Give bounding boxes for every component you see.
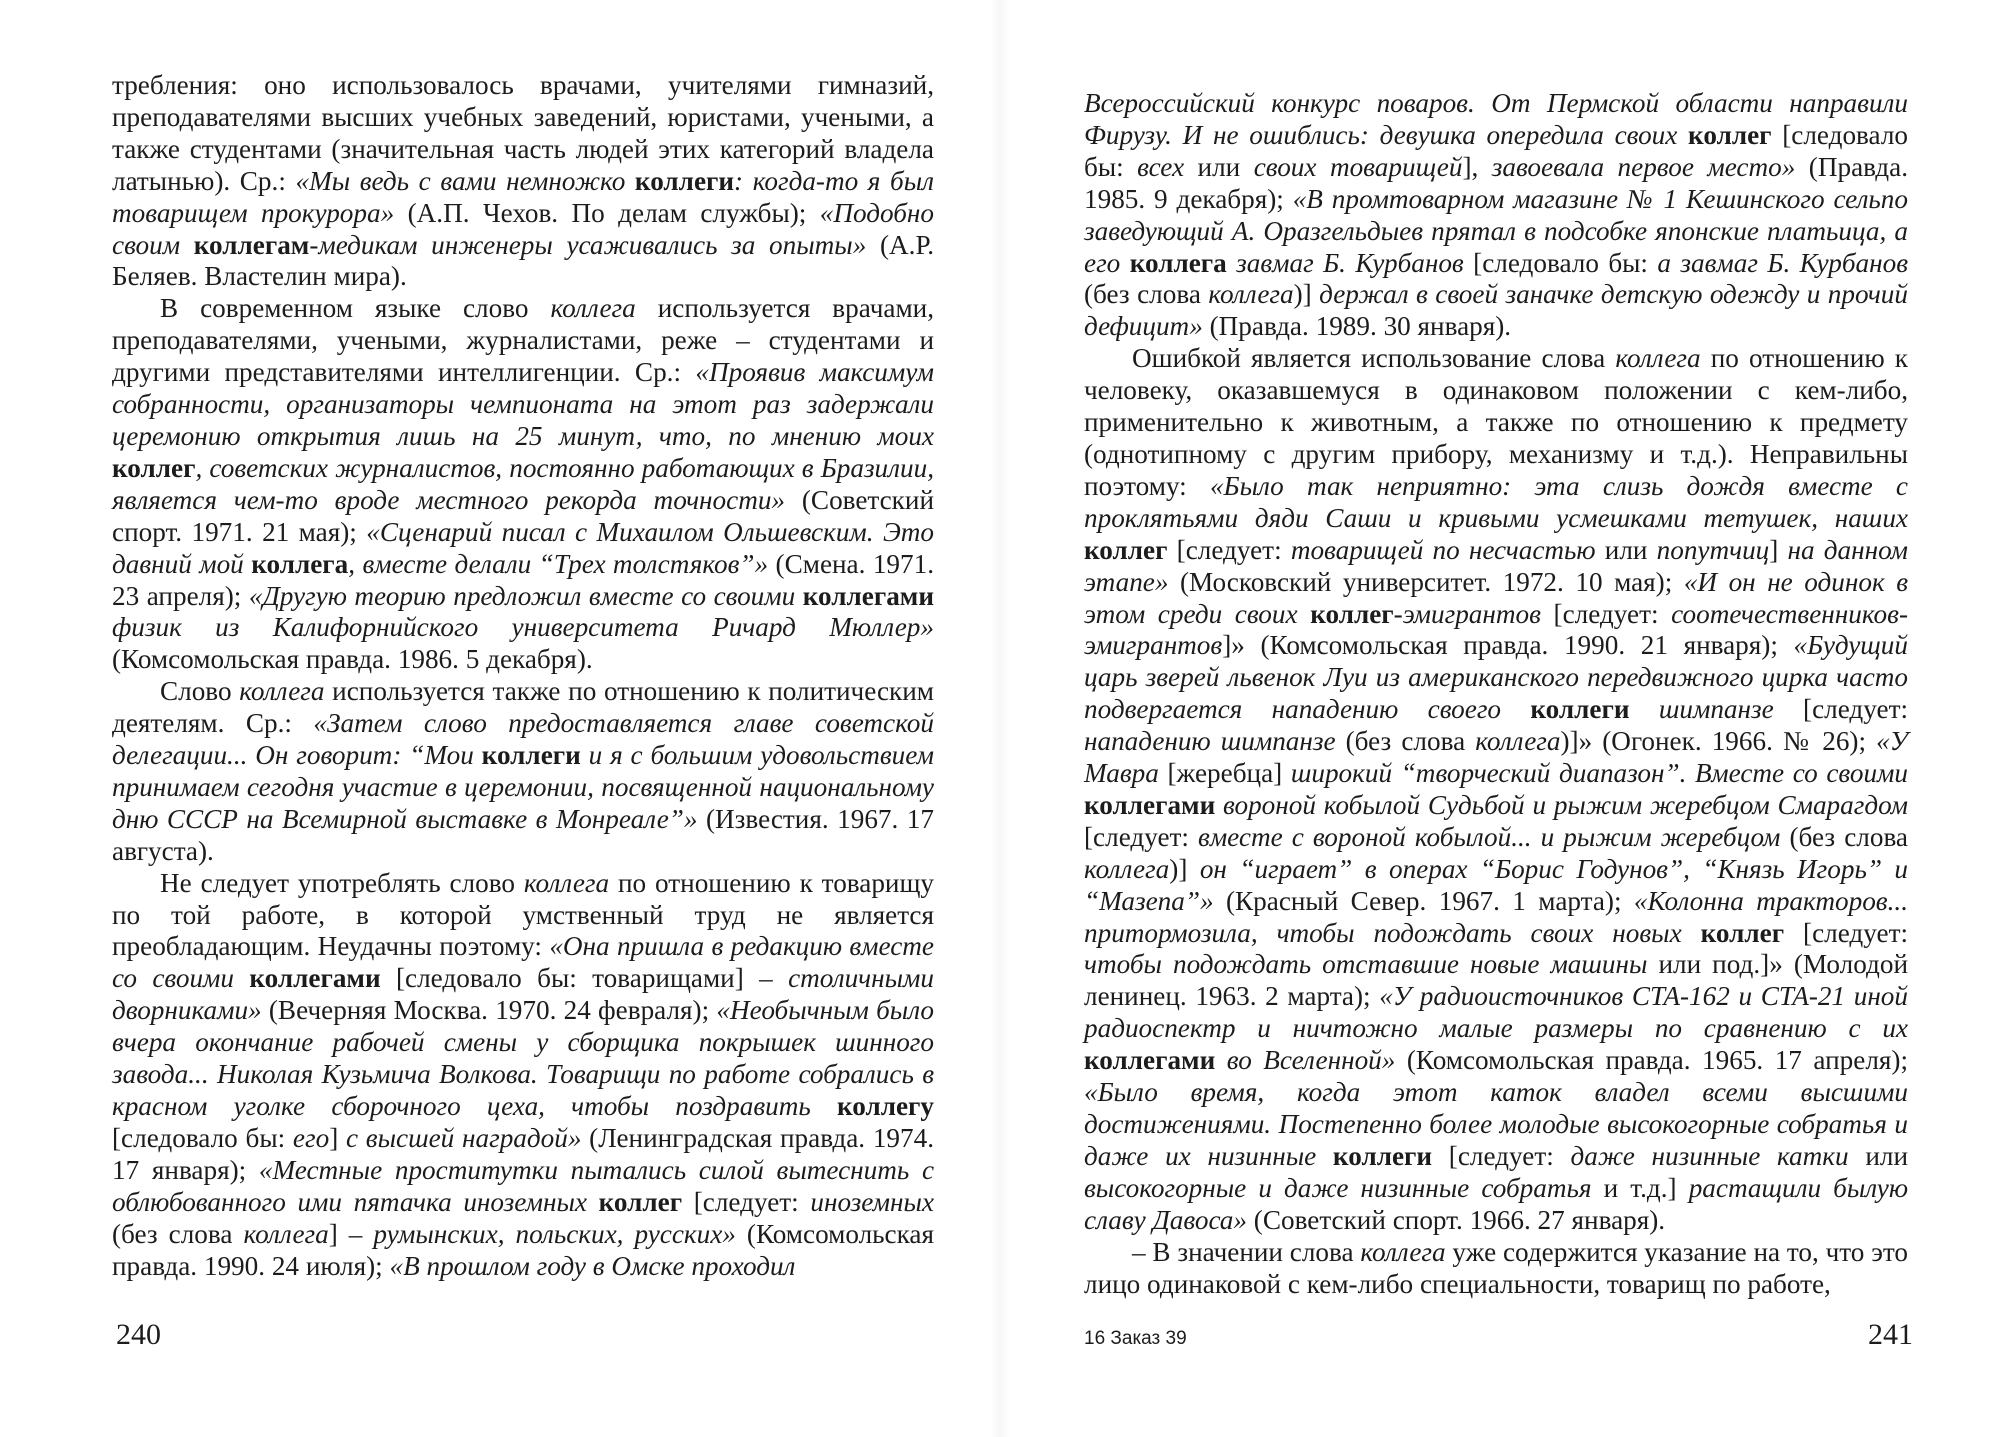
text-run: [следует: (682, 1186, 811, 1217)
right-page-text (1084, 88, 1908, 1300)
italic-run: -медикам инженеры усаживались за опыты» (309, 229, 867, 260)
headword-run: коллег (598, 1186, 683, 1217)
italic-run: «В прошлом году в Омске проходил (389, 1250, 796, 1281)
text-run: В современном языке слово (160, 293, 551, 324)
paragraph (1084, 343, 1908, 1236)
paragraph (112, 676, 934, 867)
text-run: (Красный Север. 1967. 1 марта); (1213, 885, 1634, 916)
text-run: или (1595, 534, 1657, 565)
text-run: (без слова (1780, 821, 1908, 852)
italic-run: коллега (243, 1218, 329, 1249)
headword-run: коллег (1700, 917, 1785, 948)
italic-run: завоевала первое место» (1491, 151, 1796, 182)
text-run: (Правда. 1989. 30 января). (1202, 311, 1512, 342)
italic-run: коллега (1208, 279, 1294, 310)
text-run: ]» (Комсомольская правда. 1990. 21 января); (1222, 630, 1794, 661)
italic-run: «У радиоисточников СТА-162 и СТА-21 иной радиоспектр и ничтожно малые размеры по сравнению с их (1084, 981, 1908, 1044)
text-run: [следует: (1432, 1140, 1571, 1171)
italic-run: растащили былую славу Давоса» (1084, 1172, 1908, 1235)
italic-run: и я с большим удовольствием принимаем сегодня участие в церемонии, посвященной национальному дню СССР на Всемирной выставке в Монреале”» (112, 740, 934, 834)
italic-run: столичными дворниками» (112, 963, 934, 1026)
headword-run: коллегами (1084, 789, 1216, 820)
text-run: [следует: (1784, 917, 1909, 948)
text-run: и т.д.] (1591, 1172, 1689, 1203)
italic-run: «Она пришла в редакцию вместе со своими (112, 931, 935, 994)
text-run: используется также по отношению к политическим деятелям. Ср.: (112, 676, 934, 739)
italic-run: вместе с вороной кобылой... и рыжим жеребцом (1198, 821, 1781, 852)
text-run: используется врачами, преподавателями, учеными, журналистами, реже – студентами и другими представителями интеллигенции. Ср.: (112, 293, 935, 388)
text-run: [следовало бы: товарищами] – (380, 963, 789, 994)
headword-run: коллегами (1084, 1045, 1216, 1076)
italic-run: «Было так неприятно: эта слизь дождя вместе с проклятьями дяди Саши и кривыми усмешками тетушек, наших (1084, 470, 1908, 533)
italic-run: физик из Калифорнийского университета Ричард Мюллер» (112, 612, 934, 643)
italic-run: -эмигрантов (1393, 598, 1541, 629)
headword-run: коллег (1084, 534, 1168, 565)
text-run: (Смена. 1971. 23 апреля); (112, 548, 934, 611)
italic-run: коллега (1475, 726, 1561, 757)
italic-run: соотечественников-эмигрантов (1084, 598, 1908, 661)
italic-run: его (292, 1122, 330, 1153)
headword-run: коллега (1129, 247, 1227, 278)
left-page-number: 240 (116, 1318, 161, 1351)
text-run: )] (1293, 279, 1320, 310)
right-page (1000, 0, 2000, 1437)
text-run: [следовало бы: (1084, 119, 1908, 182)
paragraph (112, 868, 934, 1283)
text-run: или (1184, 151, 1254, 182)
printer-signature-mark: 16 Заказ 39 (1084, 1328, 1187, 1349)
italic-run: нападению шимпанзе (1084, 726, 1336, 757)
text-run: Не следует употреблять слово (160, 867, 524, 898)
text-run: (А.П. Чехов. По делам службы); (394, 197, 820, 228)
text-run: или под.]» (Молодой ленинец. 1963. 2 марта); (1084, 949, 1908, 1012)
text-run: ], (1462, 151, 1492, 182)
left-page-text (112, 70, 934, 1282)
text-run: (Комсомольская правда. 1965. 17 апреля); (1395, 1045, 1908, 1076)
headword-run: коллег (112, 452, 196, 483)
italic-run: иноземных (810, 1186, 934, 1217)
text-run: или (1848, 1140, 1909, 1171)
text-run: (А.Р. Беляев. Властелин мира). (112, 229, 934, 292)
text-run: (Советский спорт. 1966. 27 января). (1247, 1204, 1666, 1235)
italic-run: , вместе делали “Трех толстяков”» (348, 548, 769, 579)
italic-run: «Было время, когда этот каток владел всеми высшими достижениями. Постепенно более молодые высокогорные собратья и даже их низинные (1084, 1077, 1908, 1171)
italic-run: коллега (1084, 853, 1170, 884)
headword-run: коллегам (193, 229, 310, 260)
italic-run: во Вселенной» (1215, 1045, 1396, 1076)
paragraph (112, 70, 934, 293)
text-run: (Правда. 1985. 9 декабря); (1084, 151, 1908, 214)
text-run: (без слова (112, 1218, 244, 1249)
right-page-number: 241 (1868, 1318, 1913, 1351)
headword-run: коллеги (634, 165, 735, 196)
italic-run: чтобы подождать отставшие новые машины (1084, 949, 1648, 980)
headword-run: коллегами (802, 580, 934, 611)
italic-run: «У Мавра (1084, 726, 1908, 789)
italic-run: с высшей наградой» (345, 1122, 582, 1153)
headword-run: коллега (251, 548, 349, 579)
italic-run: «Сценарий писал с Михаилом Ольшевским. Это давний мой (112, 516, 934, 579)
italic-run: товарищей по несчастью (1290, 534, 1596, 565)
italic-run: «Колонна тракторов... притормозила, чтобы подождать своих новых (1084, 885, 1908, 948)
text-run: по отношению к товарищу по той работе, в которой умственный труд не является преобладающим. Неудачны поэтому: (112, 867, 935, 962)
italic-run: коллега (239, 676, 325, 707)
italic-run: «Местные проститутки пытались силой вытеснить с облюбованного ими пятачка иноземных (112, 1154, 935, 1217)
italic-run: «В промтоварном магазине № 1 Кешинского сельпо заведующий А. Оразгельдыев прятал в подсобке японские платьица, а его (1084, 183, 1908, 278)
headword-run: коллеги (481, 740, 581, 771)
text-run: (Московский университет. 1972. 10 мая); (1168, 566, 1684, 597)
italic-run: «Подобно своим (112, 197, 934, 260)
text-run: (без слова (1335, 726, 1476, 757)
headword-run: коллеги (1530, 694, 1630, 725)
text-run: [следует: (1773, 694, 1908, 725)
text-run: требления: оно использовалось врачами, учителями гимназий, преподавателями высших учебных заведений, юристами, учеными, а также студентами (значительная часть людей этих категорий владела латынью). Ср.: (112, 70, 934, 196)
paragraph (112, 293, 934, 676)
italic-run: «Необычным было вчера окончание рабочей смены у сборщика покрышек шинного завода... Николая Кузьмича Волкова. Товарищи по работе собрались в красном уголке сборочного цеха, чтобы поздравить (112, 995, 934, 1121)
text-run: (Известия. 1967. 17 августа). (112, 803, 934, 866)
italic-run: даже низинные катки (1570, 1140, 1849, 1171)
italic-run: завмаг Б. Курбанов (1226, 247, 1464, 278)
text-run: уже содержится указание на то, что это лицо одинаковой с кем-либо специальности, товарищ по работе, (1084, 1236, 1908, 1299)
text-run: (Комсомольская правда. 1990. 24 июля); (112, 1218, 934, 1281)
text-run: [следует: (1084, 821, 1199, 852)
italic-run: «И он не одинок в этом среди своих (1084, 566, 1908, 629)
headword-run: коллегами (249, 963, 381, 994)
text-run: Слово (160, 676, 240, 707)
italic-run: коллега (1615, 343, 1701, 374)
italic-run: «Затем слово предоставляется главе советской делегации... Он говорит: “Мои (112, 708, 934, 771)
italic-run: коллега (550, 293, 636, 324)
text-run: (Комсомольская правда. 1986. 5 декабря). (112, 644, 593, 675)
paragraph (1084, 1237, 1908, 1301)
italic-run: высокогорные и даже низинные собратья (1084, 1172, 1592, 1203)
text-run: )] (1169, 853, 1200, 884)
italic-run: шимпанзе (1629, 694, 1774, 725)
text-run: )]» (Огонек. 1966. № 26); (1560, 726, 1877, 757)
headword-run: коллег (1310, 598, 1394, 629)
text-run: (Вечерняя Москва. 1970. 24 февраля); (261, 995, 717, 1026)
text-run: – В значении слова (1132, 1236, 1361, 1267)
italic-run: «Другую теорию предложил вместе со своими (248, 580, 803, 611)
italic-run: а завмаг Б. Курбанов (1657, 247, 1908, 278)
italic-run: попутчиц (1656, 534, 1770, 565)
headword-run: коллегу (836, 1091, 934, 1121)
text-run: (без слова (1084, 279, 1209, 310)
italic-run: держал в своей заначке детскую одежду и прочий дефицит» (1084, 279, 1908, 342)
italic-run: , советских журналистов, постоянно работающих в Бразилии, является чем-то вроде местного рекорда точности» (112, 452, 934, 515)
text-run: ] (1769, 534, 1788, 565)
text-run: по отношению к человеку, оказавшемуся в одинаковом положении с кем-либо, применительно к животным, а также по отношению к предмету (однотипному с другим прибору, механизму и т.д.). Неправильны поэтому: (1084, 343, 1908, 501)
text-run: [следует: (1167, 534, 1291, 565)
text-run: Ошибкой является использование слова (1132, 343, 1616, 374)
text-run: ] (329, 1122, 346, 1153)
text-run: [следовало бы: (112, 1122, 293, 1153)
italic-run: коллега (1360, 1236, 1446, 1267)
italic-run: «Будущий царь зверей львенок Луи из американского передвижного цирка часто подвергается нападению своего (1084, 630, 1908, 725)
italic-run: «Мы ведь с вами немножко (295, 165, 635, 196)
headword-run: коллег (1688, 119, 1772, 150)
text-run: ] – (328, 1218, 374, 1249)
italic-run: коллега (523, 867, 610, 898)
italic-run: он “играет” в операх “Борис Годунов”, “Князь Игорь” и “Мазепа”» (1084, 853, 1909, 916)
italic-run: «Проявив максимум собранности, организаторы чемпионата на этот раз задержали церемонию открытия лишь на 25 минут, что, по мнению моих (112, 357, 934, 451)
text-run: [следовало бы: (1463, 247, 1658, 278)
text-run: (Советский спорт. 1971. 21 мая); (112, 484, 934, 547)
italic-run: Всероссийский конкурс поваров. От Пермской области направили Фирузу. И не ошиблись: девушка опередила своих (1084, 88, 1908, 150)
text-run: (Ленинградская правда. 1974. 17 января); (112, 1122, 934, 1185)
italic-run: вороной кобылой Судьбой и рыжим жеребцом Смарагдом (1215, 789, 1908, 820)
italic-run: своих товарищей (1253, 151, 1463, 182)
headword-run: коллеги (1332, 1140, 1433, 1171)
italic-run: всех (1137, 151, 1185, 182)
text-run: [жеребца] (1158, 758, 1291, 789)
italic-run: : когда-то я был товарищем прокурора» (112, 165, 934, 228)
italic-run: на данном этапе» (1084, 534, 1909, 597)
paragraph (1084, 88, 1908, 343)
italic-run: широкий “творческий диапазон”. Вместе со своими (1290, 758, 1908, 789)
italic-run: румынских, польских, русских» (373, 1218, 736, 1249)
text-run: [следует: (1540, 598, 1672, 629)
